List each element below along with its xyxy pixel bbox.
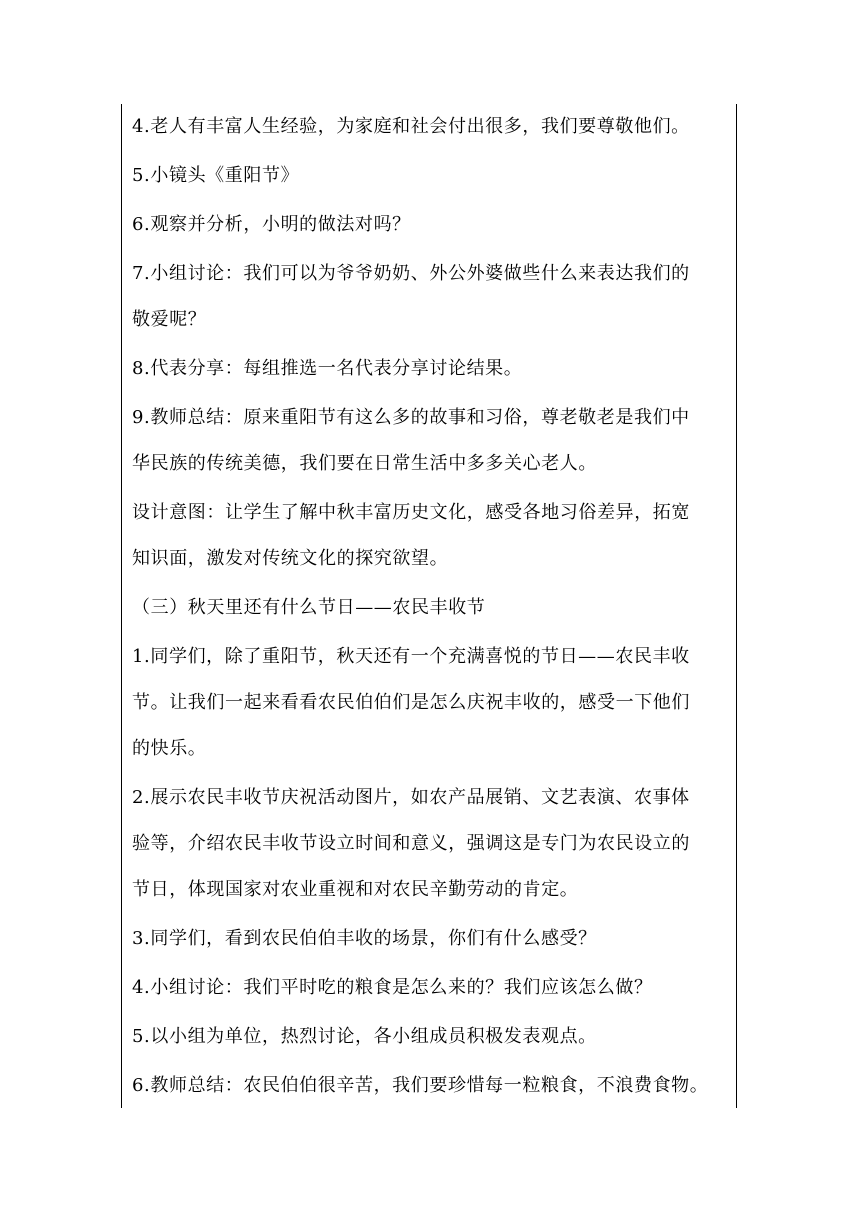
paragraph-line-2: 5.小镜头《重阳节》 xyxy=(132,165,300,186)
paragraph-line-12: 1.同学们，除了重阳节，秋天还有一个充满喜悦的节日——农民丰收 xyxy=(132,646,690,667)
paragraph-line-21: 6.教师总结：农民伯伯很辛苦，我们要珍惜每一粒粮食，不浪费食物。 xyxy=(132,1075,709,1096)
paragraph-line-9: 设计意图：让学生了解中秋丰富历史文化，感受各地习俗差异，拓宽 xyxy=(132,502,690,523)
paragraph-line-10: 知识面，激发对传统文化的探究欲望。 xyxy=(132,548,449,569)
paragraph-line-15: 2.展示农民丰收节庆祝活动图片，如农产品展销、文艺表演、农事体 xyxy=(132,787,690,808)
paragraph-line-20: 5.以小组为单位，热烈讨论，各小组成员积极发表观点。 xyxy=(132,1026,597,1047)
paragraph-line-14: 的快乐。 xyxy=(132,738,207,759)
paragraph-line-4: 7.小组讨论：我们可以为爷爷奶奶、外公外婆做些什么来表达我们的 xyxy=(132,263,690,284)
paragraph-line-13: 节。让我们一起来看看农民伯伯们是怎么庆祝丰收的，感受一下他们 xyxy=(132,692,690,713)
paragraph-line-16: 验等，介绍农民丰收节设立时间和意义，强调这是专门为农民设立的 xyxy=(132,833,690,854)
paragraph-line-6: 8.代表分享：每组推选一名代表分享讨论结果。 xyxy=(132,358,523,379)
paragraph-line-7: 9.教师总结：原来重阳节有这么多的故事和习俗，尊老敬老是我们中 xyxy=(132,407,690,428)
paragraph-line-1: 4.老人有丰富人生经验，为家庭和社会付出很多，我们要尊敬他们。 xyxy=(132,116,690,137)
paragraph-line-18: 3.同学们，看到农民伯伯丰收的场景，你们有什么感受？ xyxy=(132,928,597,949)
paragraph-line-19: 4.小组讨论：我们平时吃的粮食是怎么来的？我们应该怎么做？ xyxy=(132,977,653,998)
section-heading: （三）秋天里还有什么节日——农民丰收节 xyxy=(132,597,486,618)
paragraph-line-17: 节日，体现国家对农业重视和对农民辛勤劳动的肯定。 xyxy=(132,879,579,900)
paragraph-line-8: 华民族的传统美德，我们要在日常生活中多多关心老人。 xyxy=(132,453,597,474)
paragraph-line-3: 6.观察并分析，小明的做法对吗？ xyxy=(132,214,411,235)
paragraph-line-5: 敬爱呢？ xyxy=(132,309,207,330)
